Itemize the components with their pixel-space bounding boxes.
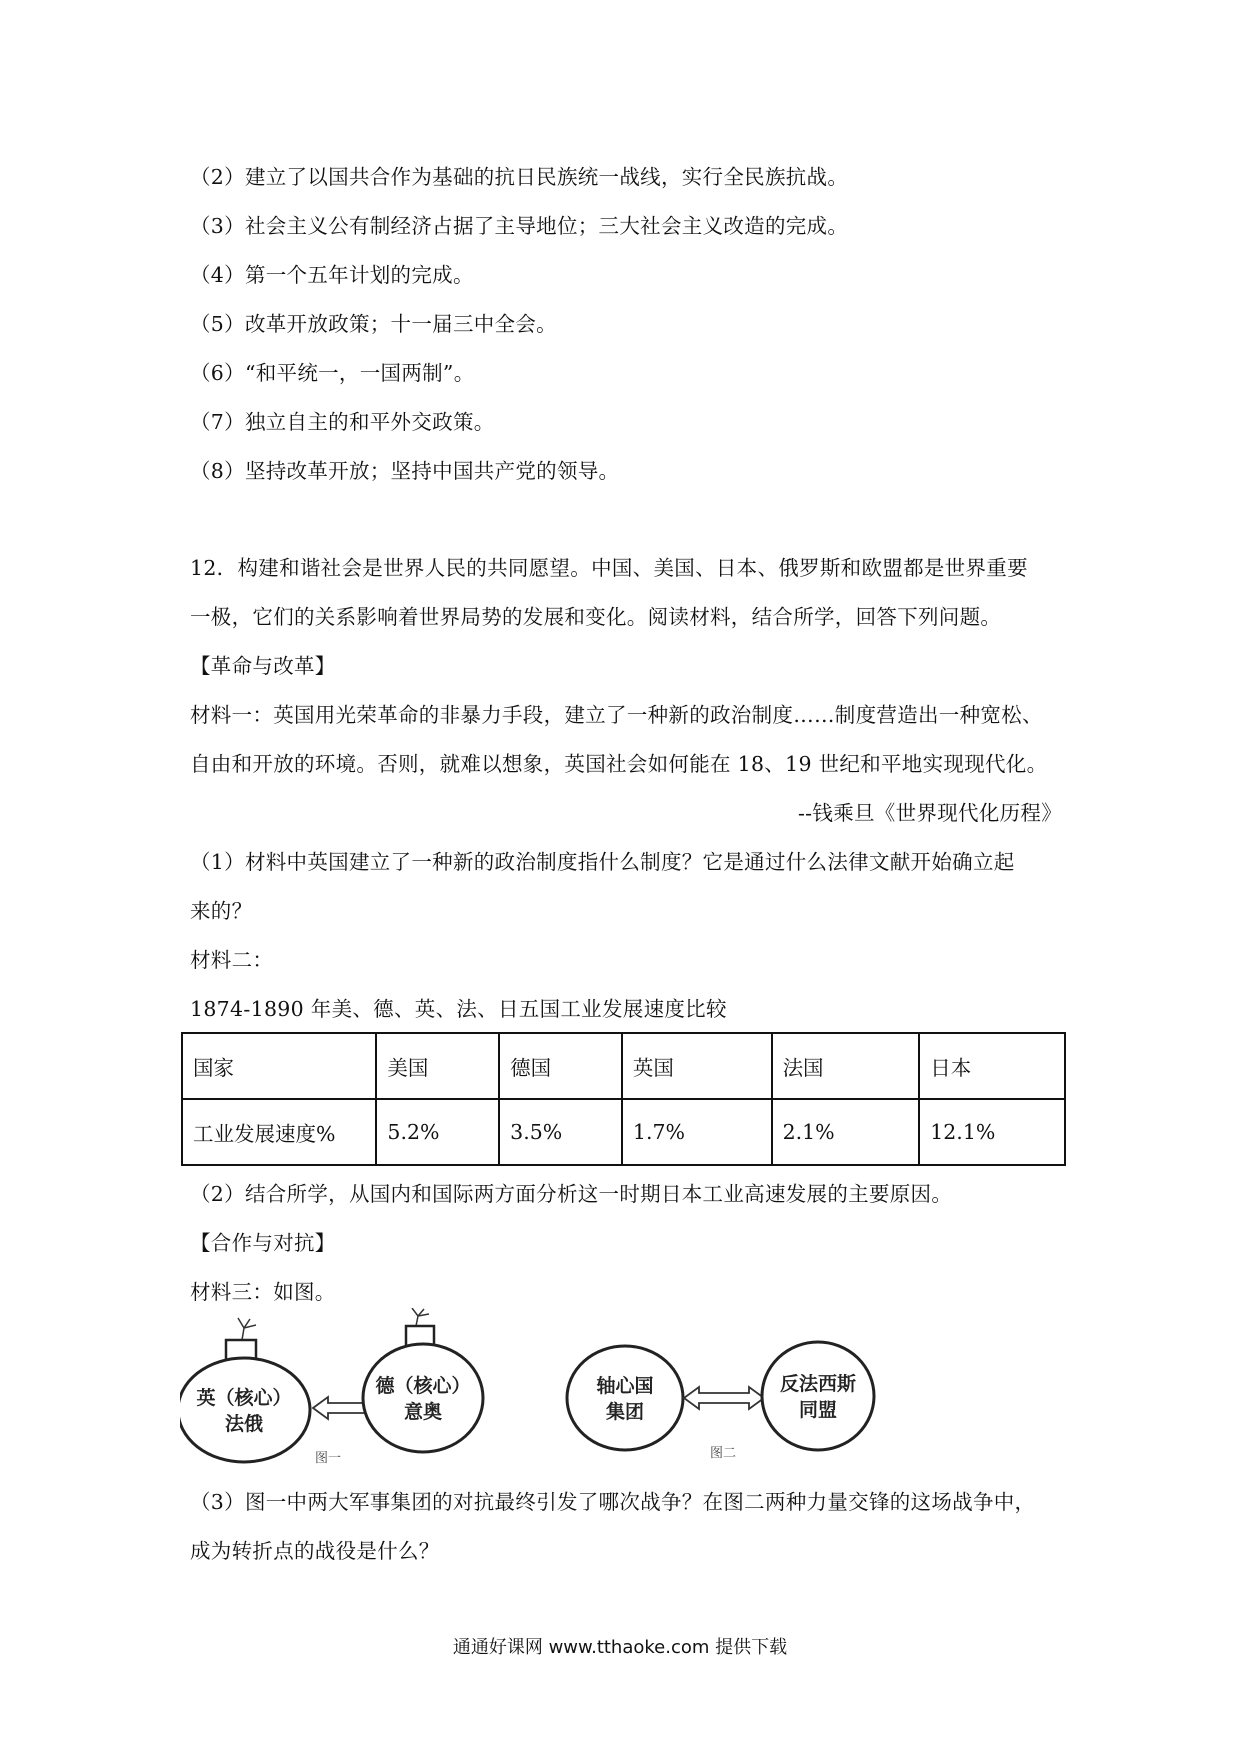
- table-cell: 5.2%: [376, 1099, 499, 1165]
- table-cell: 日本: [919, 1033, 1065, 1099]
- answer-item: （8）坚持改革开放；坚持中国共产党的领导。: [190, 459, 620, 483]
- question-intro: 12．构建和谐社会是世界人民的共同愿望。中国、美国、日本、俄罗斯和欧盟都是世界重要: [190, 556, 1028, 580]
- answer-item: （4）第一个五年计划的完成。: [190, 263, 474, 287]
- fuse-spark: [238, 1318, 256, 1340]
- answer-item: （3）社会主义公有制经济占据了主导地位；三大社会主义改造的完成。: [190, 214, 849, 238]
- section-heading: 【革命与改革】: [190, 654, 336, 678]
- alliance-circle: [363, 1344, 483, 1452]
- figure-caption: 图一: [314, 1451, 342, 1466]
- table-header-row: [182, 1033, 1065, 1099]
- double-arrow: [684, 1387, 764, 1409]
- table-cell: 工业发展速度%: [182, 1099, 376, 1165]
- table-cell: 德国: [499, 1033, 622, 1099]
- alliance-label: 意奥: [403, 1401, 443, 1423]
- table-cell: 美国: [376, 1033, 499, 1099]
- table-row: [182, 1099, 1065, 1165]
- material-label: 材料三：如图。: [190, 1280, 336, 1304]
- table-title: 1874-1890 年美、德、英、法、日五国工业发展速度比较: [190, 997, 727, 1021]
- sub-question: （2）结合所学，从国内和国际两方面分析这一时期日本工业高速发展的主要原因。: [190, 1182, 953, 1206]
- axis-label: 集团: [605, 1401, 645, 1423]
- data-table: [181, 1032, 1066, 1166]
- question-intro: 一极，它们的关系影响着世界局势的发展和变化。阅读材料，结合所学，回答下列问题。: [190, 605, 1002, 629]
- table-cell: 12.1%: [919, 1099, 1065, 1165]
- sub-question: （3）图一中两大军事集团的对抗最终引发了哪次战争？在图二两种力量交锋的这场战争中，: [190, 1490, 1036, 1514]
- alliance-diagram: [180, 1308, 890, 1468]
- material-label: 材料二：: [190, 948, 274, 972]
- fuse-spark: [412, 1308, 429, 1326]
- figure-two: [567, 1342, 874, 1461]
- material-text: 自由和开放的环境。否则，就难以想象，英国社会如何能在 18、19 世纪和平地实现现代化。: [190, 752, 1048, 776]
- figure-one: [180, 1308, 483, 1466]
- answer-item: （2）建立了以国共合作为基础的抗日民族统一战线，实行全民族抗战。: [190, 165, 849, 189]
- table-cell: 3.5%: [499, 1099, 622, 1165]
- table-cell: 法国: [772, 1033, 920, 1099]
- page-footer: 通通好课网 www.tthaoke.com 提供下载: [452, 1637, 788, 1658]
- material-source: --钱乘旦《世界现代化历程》: [797, 801, 1062, 825]
- sub-question: 来的？: [190, 899, 253, 923]
- sub-question: 成为转折点的战役是什么？: [190, 1539, 440, 1563]
- answer-item: （5）改革开放政策；十一届三中全会。: [190, 312, 557, 336]
- allies-label: 同盟: [798, 1399, 838, 1421]
- axis-circle: [567, 1346, 683, 1450]
- section-heading: 【合作与对抗】: [190, 1231, 336, 1255]
- axis-label: 轴心国: [596, 1375, 654, 1397]
- table-cell: 国家: [182, 1033, 376, 1099]
- material-text: 材料一：英国用光荣革命的非暴力手段，建立了一种新的政治制度……制度营造出一种宽松、: [190, 703, 1043, 727]
- table-cell: 2.1%: [772, 1099, 920, 1165]
- entente-label: 英（核心）: [196, 1387, 292, 1409]
- table-cell: 英国: [622, 1033, 772, 1099]
- entente-circle: [180, 1358, 310, 1462]
- sub-question: （1）材料中英国建立了一种新的政治制度指什么制度？它是通过什么法律文献开始确立起: [190, 850, 1015, 874]
- allies-label: 反法西斯: [779, 1373, 857, 1395]
- figure-caption: 图二: [709, 1446, 737, 1461]
- table-cell: 1.7%: [622, 1099, 772, 1165]
- answer-item: （7）独立自主的和平外交政策。: [190, 410, 495, 434]
- alliance-label: 德（核心）: [375, 1375, 471, 1397]
- allies-circle: [762, 1342, 874, 1450]
- entente-label: 法俄: [224, 1413, 264, 1435]
- answer-item: （6）“和平统一，一国两制”。: [190, 361, 475, 385]
